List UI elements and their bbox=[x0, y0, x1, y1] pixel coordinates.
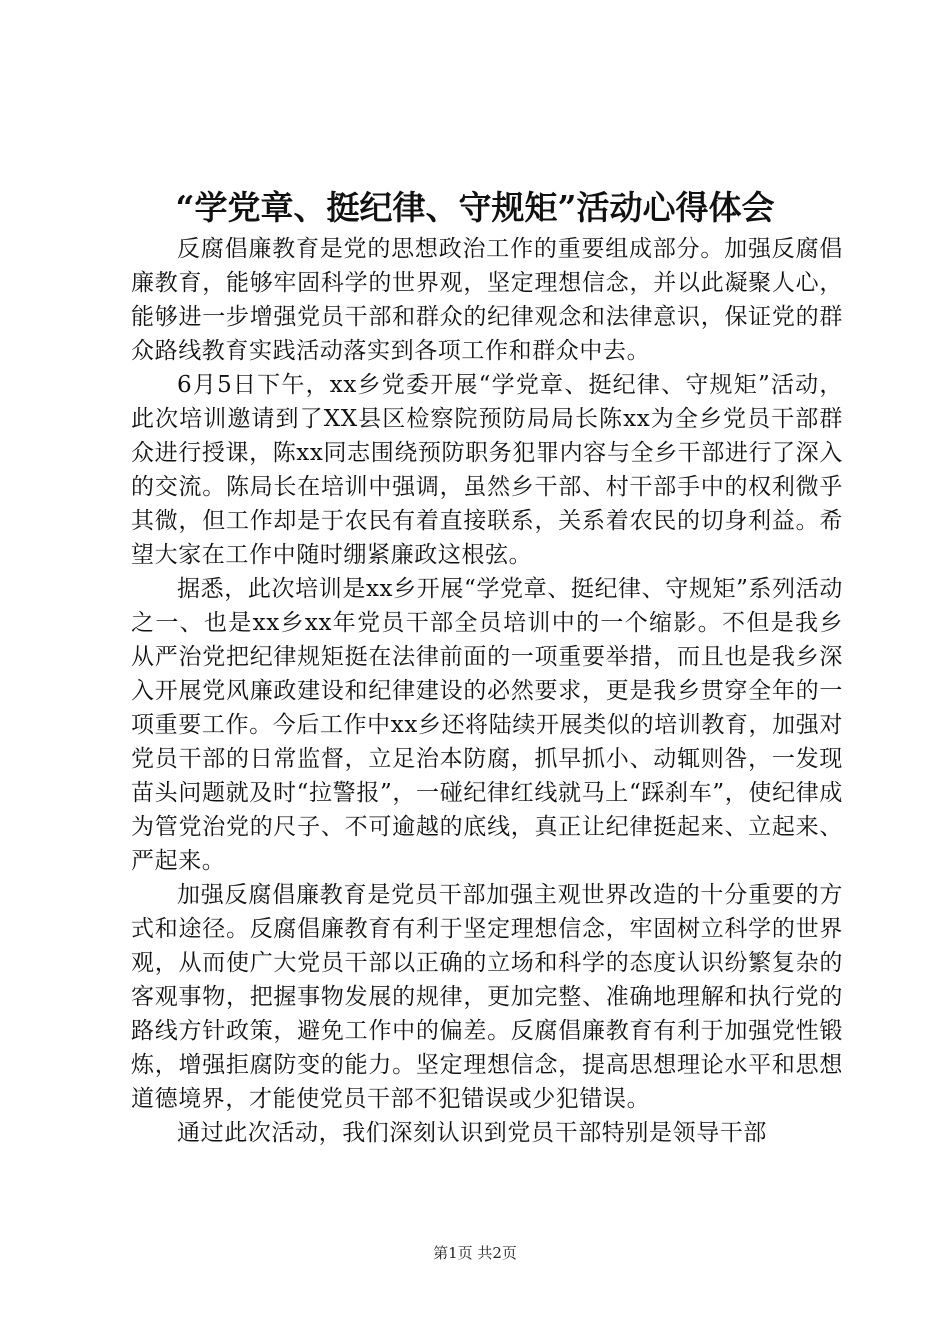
paragraph-1: 反腐倡廉教育是党的思想政治工作的重要组成部分。加强反腐倡廉教育，能够牢固科学的世界观，坚定理想信念，并以此凝聚人心，能够进一步增强党员干部和群众的纪律观念和法律意识，保证党的群众路线教育实践活动落实到各项工作和群众中去。 bbox=[131, 236, 843, 364]
paragraph-4: 加强反腐倡廉教育是党员干部加强主观世界改造的十分重要的方式和途径。反腐倡廉教育有利于坚定理想信念，牢固树立科学的世界观，从而使广大党员干部以正确的立场和科学的态度认识纷繁复杂的客观事物，把握事物发展的规律，更加完整、准确地理解和执行党的路线方针政策，避免工作中的偏差。反腐倡廉教育有利于加强党性锻炼，增强拒腐防变的能力。坚定理想信念，提高思想理论水平和思想道德境界，才能使党员干部不犯错误或少犯错误。 bbox=[131, 882, 843, 1112]
document-body bbox=[131, 232, 843, 1150]
document-title: “学党章、挺纪律、守规矩”活动心得体会 bbox=[175, 188, 775, 227]
paragraph-3: 据悉，此次培训是xx乡开展“学党章、挺纪律、守规矩”系列活动之一、也是xx乡xx年党员干部全员培训中的一个缩影。不但是我乡从严治党把纪律规矩挺在法律前面的一项重要举措，而且也是我乡深入开展党风廉政建设和纪律建设的必然要求，更是我乡贯穿全年的一项重要工作。今后工作中xx乡还将陆续开展类似的培训教育，加强对党员干部的日常监督，立足治本防腐，抓早抓小、动辄则咎，一发现苗头问题就及时“拉警报”，一碰纪律红线就马上“踩刹车”，使纪律成为管党治党的尺子、不可逾越的底线，真正让纪律挺起来、立起来、严起来。 bbox=[131, 576, 843, 874]
paragraph-5: 通过此次活动，我们深刻认识到党员干部特别是领导干部 bbox=[177, 1120, 767, 1146]
page-number-footer: 第1页 共2页 bbox=[433, 1244, 517, 1262]
paragraph-2: 6月5日下午，xx乡党委开展“学党章、挺纪律、守规矩”活动，此次培训邀请到了XX县区检察院预防局局长陈xx为全乡党员干部群众进行授课，陈xx同志围绕预防职务犯罪内容与全乡干部进行了深入的交流。陈局长在培训中强调，虽然乡干部、村干部手中的权利微乎其微，但工作却是于农民有着直接联系，关系着农民的切身利益。希望大家在工作中随时绷紧廉政这根弦。 bbox=[131, 372, 843, 568]
